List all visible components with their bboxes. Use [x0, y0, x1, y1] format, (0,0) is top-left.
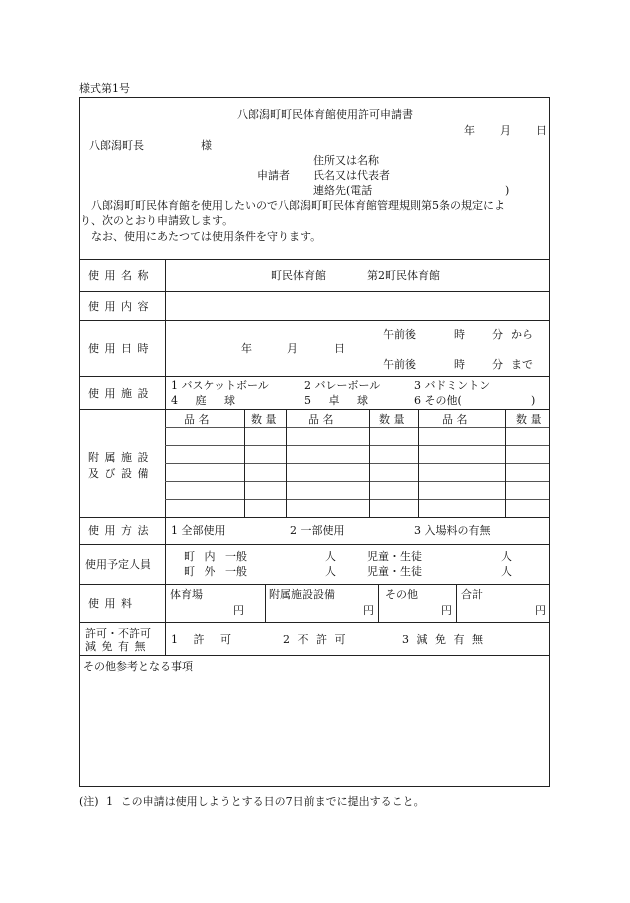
date-day: 日 — [536, 124, 547, 137]
fee-attached-yen: 円 — [363, 604, 374, 617]
equipment-header-name-3: 品 名 — [442, 413, 468, 426]
application-form — [79, 97, 550, 787]
label-equipment-1: 附 属 施 設 — [88, 451, 150, 464]
people-out-town-unit: 人 — [325, 565, 336, 578]
facility-volleyball: 2 バレーボール — [304, 379, 381, 392]
fee-attached-label: 附属施設設備 — [269, 588, 335, 601]
equipment-header-qty-3: 数 量 — [516, 413, 542, 426]
equipment-header-qty-2: 数 量 — [379, 413, 405, 426]
equipment-header-name-1: 品 名 — [184, 413, 210, 426]
datetime-from: から — [511, 328, 533, 341]
people-in-town: 町 内 一般 — [184, 550, 247, 563]
address-name-label: 住所又は名称 — [313, 154, 379, 167]
label-planned-people: 使用予定人員 — [85, 558, 151, 571]
option-second-gym: 第2町民体育館 — [367, 269, 440, 282]
datetime-month: 月 — [287, 342, 298, 355]
label-usage-datetime: 使 用 日 時 — [88, 342, 150, 355]
representative-label: 氏名又は代表者 — [313, 169, 390, 182]
label-usage-method: 使 用 方 法 — [88, 524, 150, 537]
datetime-hour-end: 時 — [454, 358, 465, 371]
datetime-min-end: 分 — [492, 358, 503, 371]
datetime-ampm-end: 午前後 — [383, 358, 416, 371]
body-line-3: なお、使用にあたつては使用条件を守ります。 — [91, 230, 322, 243]
datetime-ampm-start: 午前後 — [383, 328, 416, 341]
permit-allowed: 1 許 可 — [171, 633, 231, 646]
footnote: (注) 1 この申請は使用しようとする日の7日前までに提出すること。 — [79, 795, 425, 808]
label-usage-content: 使 用 内 容 — [88, 300, 150, 313]
date-year: 年 — [464, 124, 475, 137]
label-equipment-2: 及 び 設 備 — [88, 467, 150, 480]
facility-basketball: 1 バスケットボール — [171, 379, 269, 392]
facility-badminton: 3 バドミントン — [414, 379, 491, 392]
facility-other-close: ) — [531, 394, 536, 407]
form-title: 八郎潟町町民体育館使用許可申請書 — [237, 108, 413, 121]
facility-other: 6 その他( — [414, 394, 462, 407]
label-usage-facility: 使 用 施 設 — [88, 387, 150, 400]
permit-exemption: 3 減 免 有 無 — [402, 633, 483, 646]
body-line-1: 八郎潟町町民体育館を使用したいので八郎潟町町民体育館管理規則第5条の規定によ — [91, 199, 505, 212]
people-out-town-children: 児童・生徒 — [367, 565, 422, 578]
equipment-header-qty-1: 数 量 — [251, 413, 277, 426]
facility-table-tennis: 5 卓 球 — [304, 394, 368, 407]
contact-label: 連絡先(電話 — [313, 184, 373, 197]
remarks-label: その他参考となる事項 — [83, 660, 193, 673]
people-in-town-children: 児童・生徒 — [367, 550, 422, 563]
datetime-until: まで — [511, 358, 533, 371]
date-month: 月 — [500, 124, 511, 137]
honorific: 様 — [201, 139, 212, 152]
fee-total-yen: 円 — [535, 604, 546, 617]
facility-tennis: 4 庭 球 — [171, 394, 235, 407]
people-out-town: 町 外 一般 — [184, 565, 247, 578]
datetime-hour-start: 時 — [454, 328, 465, 341]
addressee: 八郎潟町長 — [89, 139, 144, 152]
equipment-header-name-2: 品 名 — [308, 413, 334, 426]
datetime-day: 日 — [334, 342, 345, 355]
label-permit-2: 減 免 有 無 — [85, 640, 147, 653]
option-gym: 町民体育館 — [271, 269, 326, 282]
people-in-town-children-unit: 人 — [501, 550, 512, 563]
people-out-town-children-unit: 人 — [501, 565, 512, 578]
datetime-min-start: 分 — [492, 328, 503, 341]
body-line-2: り、次のとおり申請致します。 — [80, 214, 234, 227]
label-permit-1: 許可・不許可 — [85, 627, 151, 640]
fee-gym-label: 体育場 — [170, 588, 203, 601]
fee-other-yen: 円 — [441, 604, 452, 617]
permit-denied: 2 不 許 可 — [283, 633, 346, 646]
form-number: 様式第1号 — [79, 82, 130, 95]
method-admission: 3 入場料の有無 — [414, 524, 491, 537]
contact-close: ) — [505, 184, 510, 197]
label-usage-fee: 使 用 料 — [88, 597, 133, 610]
applicant-label: 申請者 — [257, 169, 290, 182]
method-partial: 2 一部使用 — [290, 524, 345, 537]
fee-other-label: その他 — [385, 588, 418, 601]
datetime-year: 年 — [241, 342, 252, 355]
fee-gym-yen: 円 — [233, 604, 244, 617]
fee-total-label: 合計 — [461, 588, 483, 601]
label-usage-name: 使 用 名 称 — [88, 269, 150, 282]
people-in-town-unit: 人 — [325, 550, 336, 563]
method-full: 1 全部使用 — [171, 524, 226, 537]
